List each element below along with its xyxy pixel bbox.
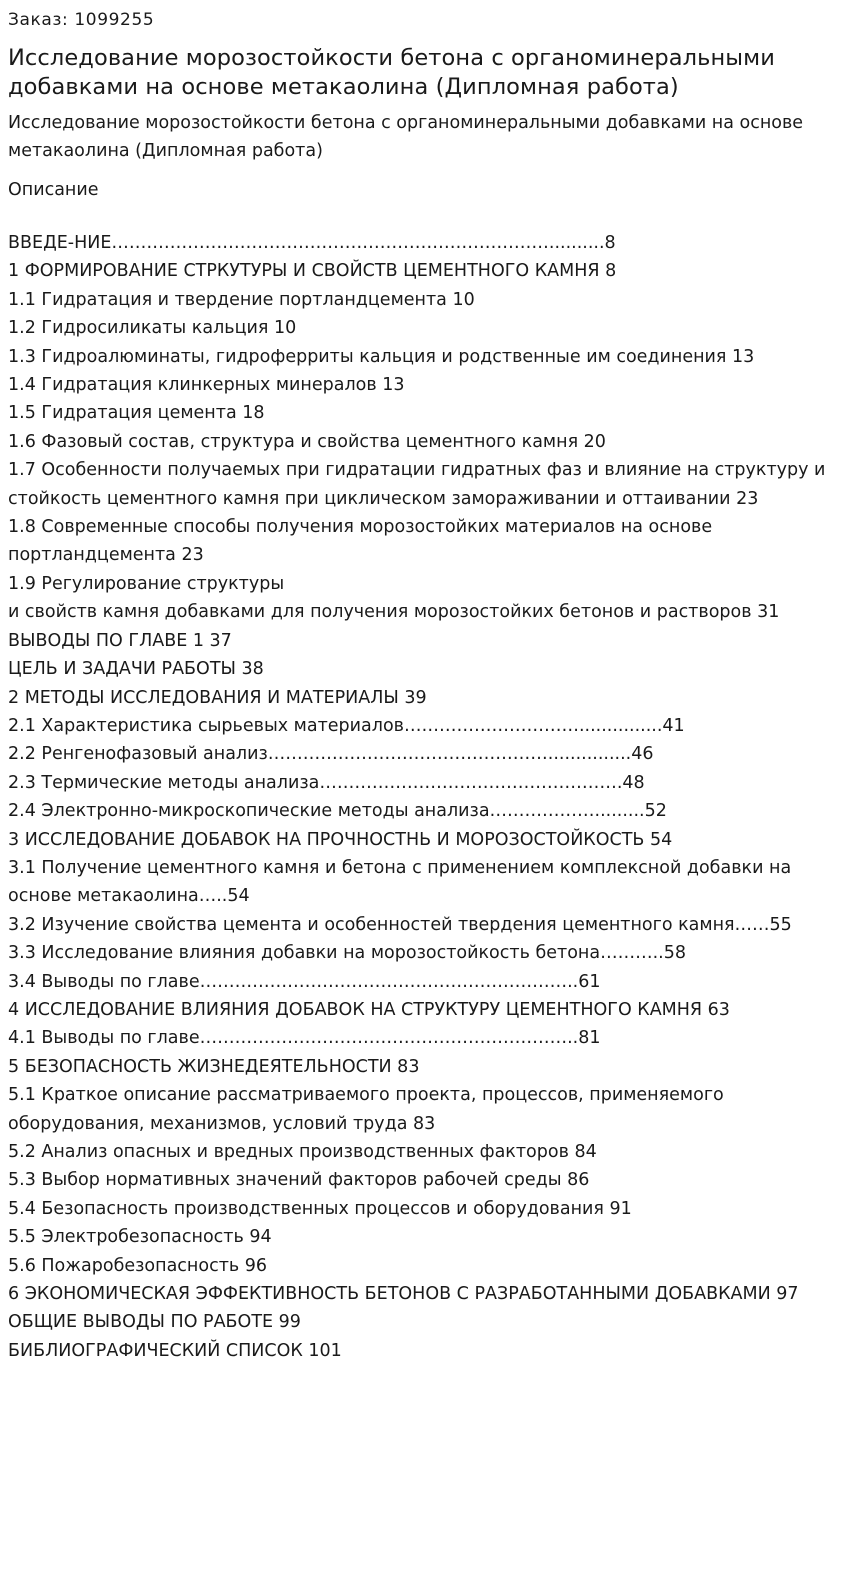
toc-entry: 1.6 Фазовый состав, структура и свойства цементного камня 20 [8,431,606,452]
toc-entry: 1 ФОРМИРОВАНИЕ СТРКУТУРЫ И СВОЙСТВ ЦЕМЕНТНОГО КАМНЯ 8 [8,261,617,282]
toc-entry: 3.1 Получение цементного камня и бетона с применением комплексной добавки на основе метакаолина…..54 [8,857,797,907]
order-number: Заказ: 1099255 [8,10,155,30]
toc-entry: 1.7 Особенности получаемых при гидратации гидратных фаз и влияние на структуру и стойкость цементного камня при циклическом замораживании и оттаивании 23 [8,460,831,509]
toc-entry: 5.4 Безопасность производственных процессов и оборудования 91 [8,1198,632,1219]
toc-entry: 5.3 Выбор нормативных значений факторов рабочей среды 86 [8,1170,590,1191]
toc-entry: 2.4 Электронно-микроскопические методы анализа……………….........52 [8,801,667,822]
toc-entry: 1.3 Гидроалюминаты, гидроферриты кальция и родственные им соединения 13 [8,346,755,367]
toc-entry: 2 МЕТОДЫ ИССЛЕДОВАНИЯ И МАТЕРИАЛЫ 39 [8,687,427,708]
toc-entry: ЦЕЛЬ И ЗАДАЧИ РАБОТЫ 38 [8,659,264,680]
toc-entry: 3.2 Изучение свойства цемента и особенностей твердения цементного камня……55 [8,914,792,935]
toc-entry: 2.1 Характеристика сырьевых материалов…………………………...............41 [8,715,685,736]
toc-entry: 5.1 Краткое описание рассматриваемого проекта, процессов, применяемого оборудования, механизмов, условий труда 83 [8,1085,730,1134]
toc-entry: 3.4 Выводы по главе………………………………………………………..61 [8,971,601,992]
toc-entry: 1.8 Современные способы получения морозостойких материалов на основе портландцемента 23 [8,517,718,566]
toc-entry: 2.3 Термические методы анализа…………………………………………….48 [8,772,645,793]
toc-entry: 2.2 Ренгенофазовый анализ…………………………………………...............46 [8,744,654,765]
description-label: Описание [8,180,99,200]
toc-entry: 1.9 Регулирование структуры и свойств камня добавками для получения морозостойких бетонов и растворов 31 [8,573,780,623]
page-subtitle: Исследование морозостойкости бетона с органоминеральными добавками на основе метакаолина (Дипломная работа) [8,113,804,161]
page-title: Исследование морозостойкости бетона с органоминеральными добавками на основе метакаолина (Дипломная работа) [8,45,775,100]
toc-entry: 5.6 Пожаробезопасность 96 [8,1255,268,1276]
toc-entry: 1.2 Гидросиликаты кальция 10 [8,318,297,339]
toc-entry: 5.5 Электробезопасность 94 [8,1227,272,1248]
toc-entry: 1.4 Гидратация клинкерных минералов 13 [8,375,405,396]
toc-entry: 4.1 Выводы по главе………………………………………………………..81 [8,1028,601,1049]
toc-entry: 4 ИССЛЕДОВАНИЕ ВЛИЯНИЯ ДОБАВОК НА СТРУКТУРУ ЦЕМЕНТНОГО КАМНЯ 63 [8,999,730,1020]
toc-entry: 3.3 Исследование влияния добавки на морозостойкость бетона………..58 [8,943,686,964]
toc-entry: ОБЩИЕ ВЫВОДЫ ПО РАБОТЕ 99 [8,1312,301,1333]
toc-entry: 1.5 Гидратация цемента 18 [8,403,265,424]
toc-entry: 6 ЭКОНОМИЧЕСКАЯ ЭФФЕКТИВНОСТЬ БЕТОНОВ С РАЗРАБОТАННЫМИ ДОБАВКАМИ 97 [8,1284,799,1305]
toc-entry: ВВЕДЕ-НИЕ…………………………………………………………………..........8 [8,233,616,253]
toc-entry: БИБЛИОГРАФИЧЕСКИЙ СПИСОК 101 [8,1340,342,1361]
toc-entry: 5.2 Анализ опасных и вредных производственных факторов 84 [8,1142,597,1162]
toc-entry: 5 БЕЗОПАСНОСТЬ ЖИЗНЕДЕЯТЕЛЬНОСТИ 83 [8,1056,420,1077]
toc-entry: ВЫВОДЫ ПО ГЛАВЕ 1 37 [8,630,232,651]
toc-entry: 3 ИССЛЕДОВАНИЕ ДОБАВОК НА ПРОЧНОСТНЬ И МОРОЗОСТОЙКОСТЬ 54 [8,829,673,850]
toc-entry: 1.1 Гидратация и твердение портландцемента 10 [8,289,475,310]
table-of-contents [8,229,839,1365]
